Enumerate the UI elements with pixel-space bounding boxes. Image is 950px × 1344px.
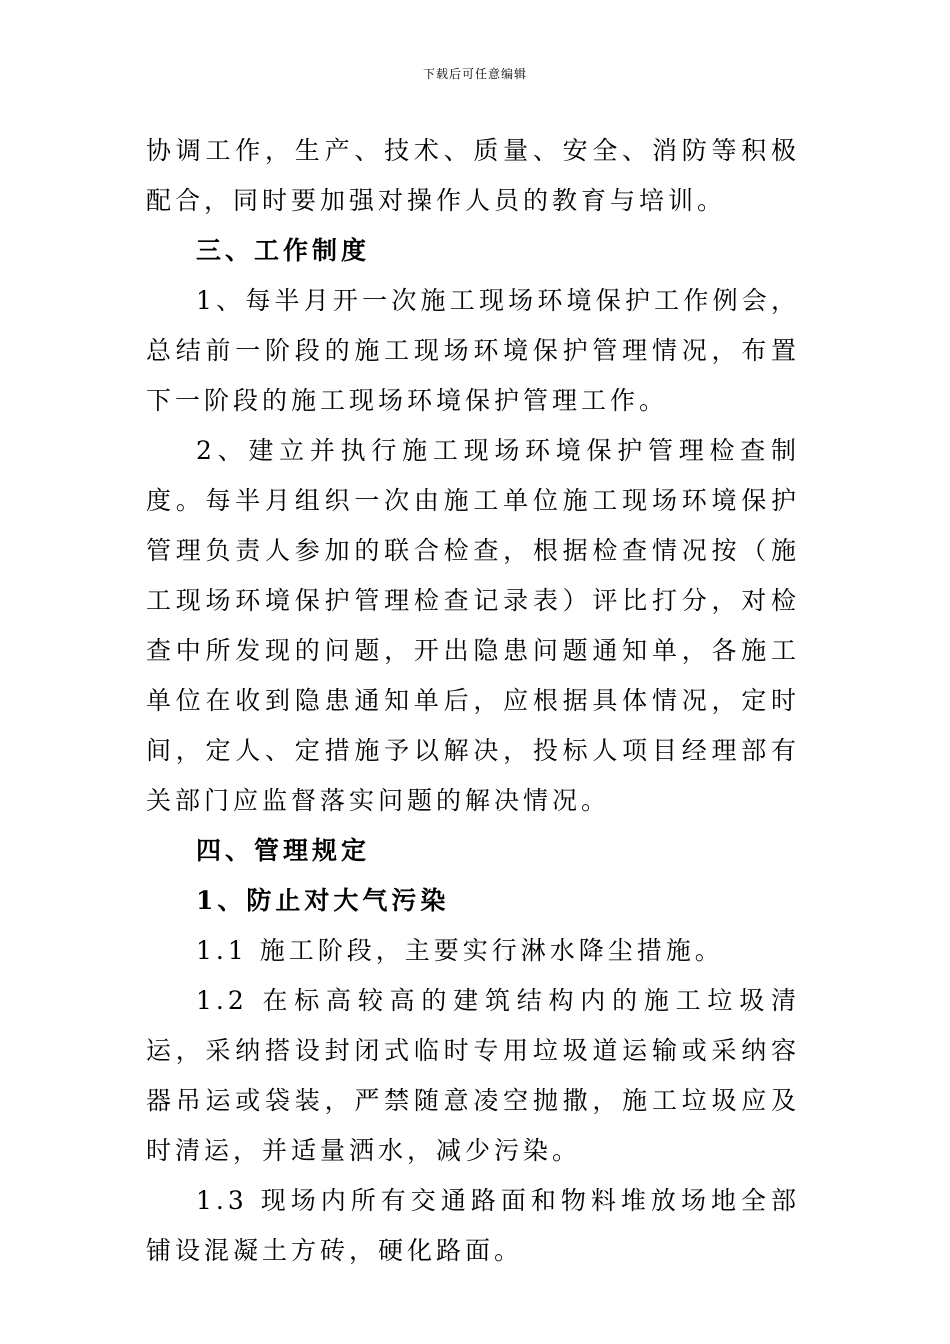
paragraph-meeting: 1、每半月开一次施工现场环境保护工作例会，总结前一阶段的施工现场环境保护管理情况，布置下一阶段的施工现场环境保护管理工作。 (146, 286, 800, 415)
subsection-heading-air-pollution: 1、防止对大气污染 (196, 886, 450, 915)
paragraph-1-3: 1.3 现场内所有交通路面和物料堆放场地全部铺设混凝土方砖，硬化路面。 (146, 1186, 800, 1265)
section-heading-regulations: 四、管理规定 (196, 836, 371, 865)
paragraph-inspection: 2、建立并执行施工现场环境保护管理检查制度。每半月组织一次由施工单位施工现场环境保护管理负责人参加的联合检查，根据检查情况按（施工现场环境保护管理检查记录表）评比打分，对检查中所发现的问题，开出隐患问题通知单，各施工单位在收到隐患通知单后，应根据具体情况，定时间，定人、定措施予以解决，投标人项目经理部有关部门应监督落实问题的解决情况。 (146, 436, 800, 815)
document-body (146, 126, 800, 1276)
paragraph-1-1: 1.1 施工阶段，主要实行淋水降尘措施。 (196, 936, 724, 965)
section-heading-work-system: 三、工作制度 (196, 236, 371, 265)
paragraph-1-2: 1.2 在标高较高的建筑结构内的施工垃圾清运，采纳搭设封闭式临时专用垃圾道运输或采纳容器吊运或袋装，严禁随意凌空抛撒，施工垃圾应及时清运，并适量洒水，减少污染。 (146, 986, 800, 1165)
paragraph-coordination: 协调工作，生产、技术、质量、安全、消防等积极配合，同时要加强对操作人员的教育与培训。 (146, 136, 800, 215)
page-header-note: 下载后可任意编辑 (422, 67, 527, 81)
